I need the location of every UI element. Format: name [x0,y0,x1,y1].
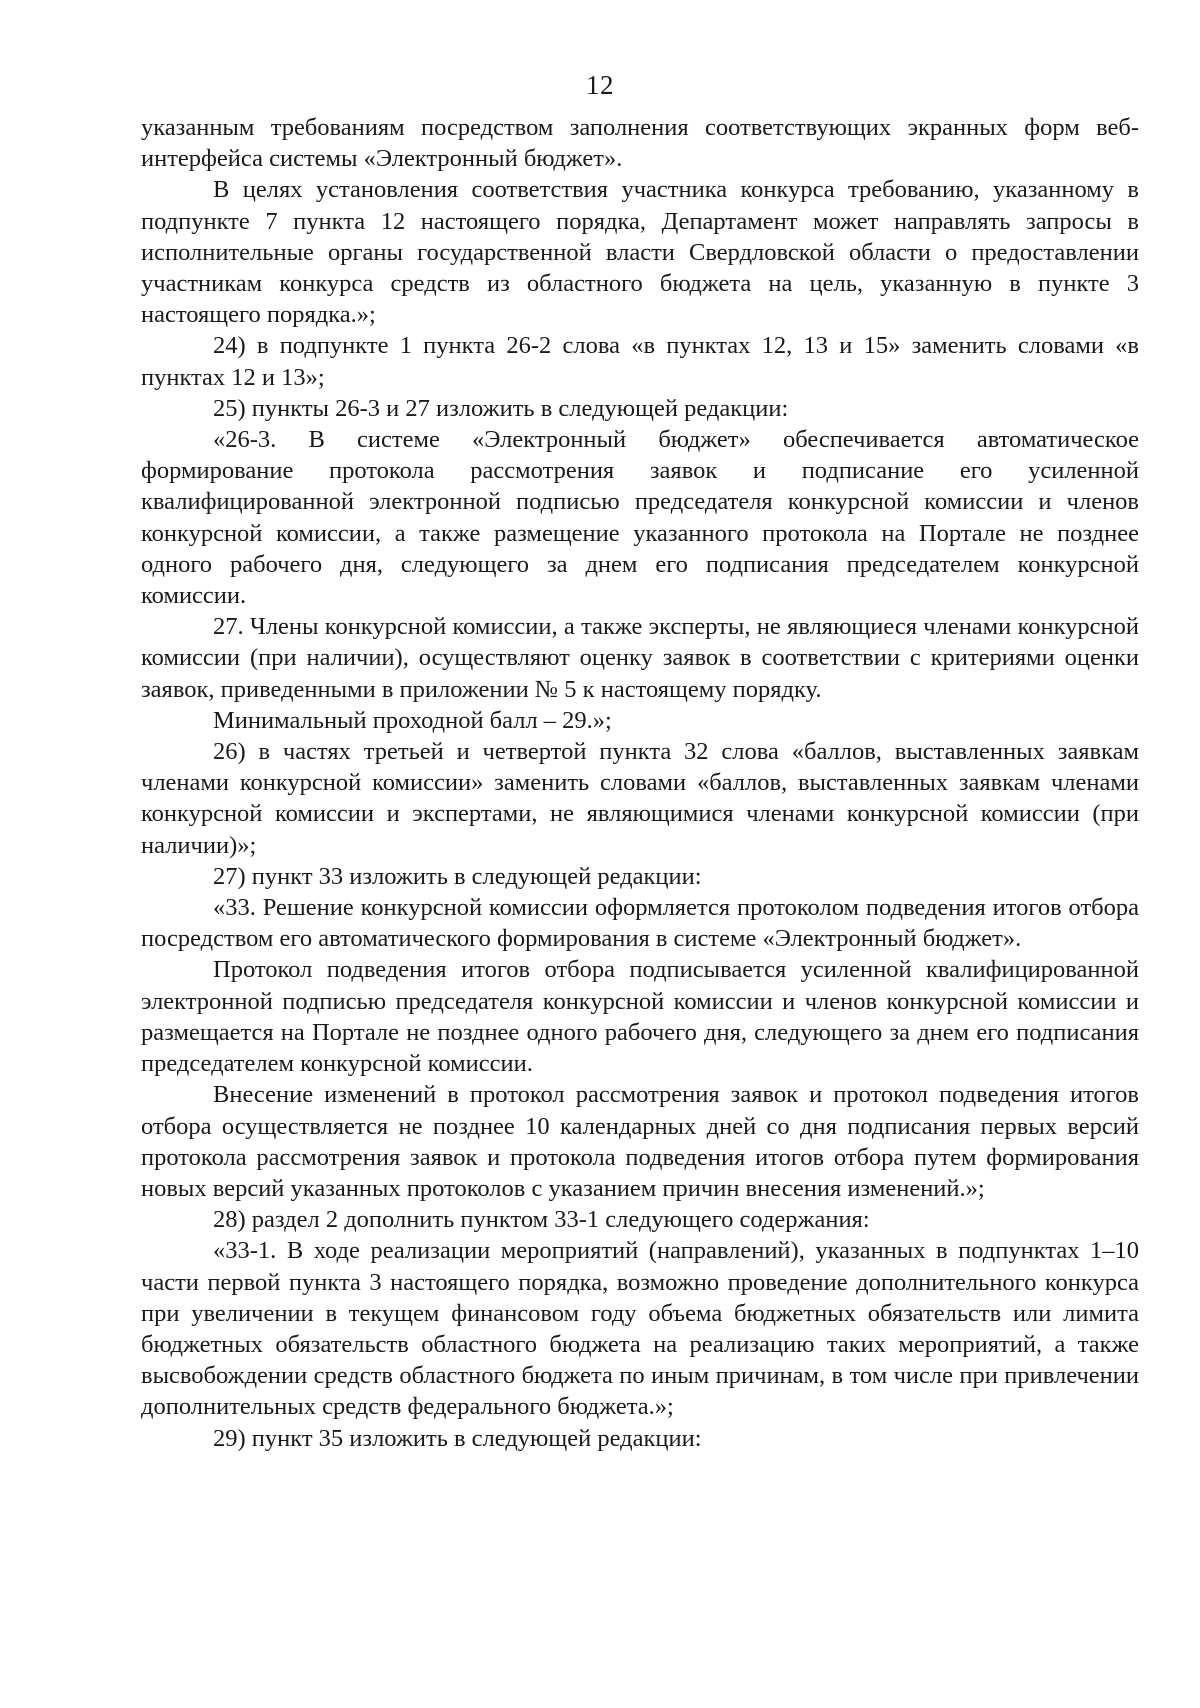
paragraph: В целях установления соответствия участника конкурса требованию, указанному в подпункте 7 пункта 12 настоящего порядка, Департамент может направлять запросы в исполнительные органы государственной власти Свердловской области о предоставлении участникам конкурса средств из областного бюджета на цель, указанную в пункте 3 настоящего порядка.»; [141,176,1139,329]
paragraph: 25) пункты 26-3 и 27 изложить в следующей редакции: [213,394,789,422]
paragraph: Минимальный проходной балл – 29.»; [213,706,612,734]
paragraph: «33-1. В ходе реализации мероприятий (направлений), указанных в подпунктах 1–10 части первой пункта 3 настоящего порядка, возможно проведение дополнительного конкурса при увеличении в текущем финансовом году объема бюджетных обязательств или лимита бюджетных обязательств областного бюджета на реализацию таких мероприятий, а также высвобождении средств областного бюджета по иным причинам, в том числе при привлечении дополнительных средств федерального бюджета.»; [141,1237,1139,1421]
paragraph: 24) в подпункте 1 пункта 26-2 слова «в пунктах 12, 13 и 15» заменить словами «в пунктах 12 и 13»; [141,332,1139,391]
paragraph: указанным требованиям посредством заполнения соответствующих экранных форм веб-интерфейса системы «Электронный бюджет». [141,114,1139,173]
paragraph: 28) раздел 2 дополнить пунктом 33-1 следующего содержания: [213,1206,870,1234]
paragraph: Протокол подведения итогов отбора подписывается усиленной квалифицированной электронной подписью председателя конкурсной комиссии и членов конкурсной комиссии и размещается на Портале не позднее одного рабочего дня, следующего за днем его подписания председателем конкурсной комиссии. [141,956,1139,1078]
paragraph: «26-3. В системе «Электронный бюджет» обеспечивается автоматическое формирование протокола рассмотрения заявок и подписание его усиленной квалифицированной электронной подписью председателя конкурсной комиссии и членов конкурсной комиссии, а также размещение указанного протокола на Портале не позднее одного рабочего дня, следующего за днем его подписания председателем конкурсной комиссии. [141,426,1139,610]
page-number: 12 [586,70,614,100]
paragraph: 26) в частях третьей и четвертой пункта 32 слова «баллов, выставленных заявкам членами конкурсной комиссии» заменить словами «баллов, выставленных заявкам членами конкурсной комиссии и экспертами, не являющимися членами конкурсной комиссии (при наличии)»; [141,738,1139,859]
paragraph: «33. Решение конкурсной комиссии оформляется протоколом подведения итогов отбора посредством его автоматического формирования в системе «Электронный бюджет». [141,894,1139,953]
document-body [141,112,1139,1454]
paragraph: 29) пункт 35 изложить в следующей редакции: [213,1424,702,1452]
paragraph: 27. Члены конкурсной комиссии, а также эксперты, не являющиеся членами конкурсной комиссии (при наличии), осуществляют оценку заявок в соответствии с критериями оценки заявок, приведенными в приложении № 5 к настоящему порядку. [141,613,1139,703]
paragraph: 27) пункт 33 изложить в следующей редакции: [213,862,702,890]
paragraph: Внесение изменений в протокол рассмотрения заявок и протокол подведения итогов отбора осуществляется не позднее 10 календарных дней со дня подписания первых версий протокола рассмотрения заявок и протокола подведения итогов отбора путем формирования новых версий указанных протоколов с указанием причин внесения изменений.»; [141,1081,1139,1202]
